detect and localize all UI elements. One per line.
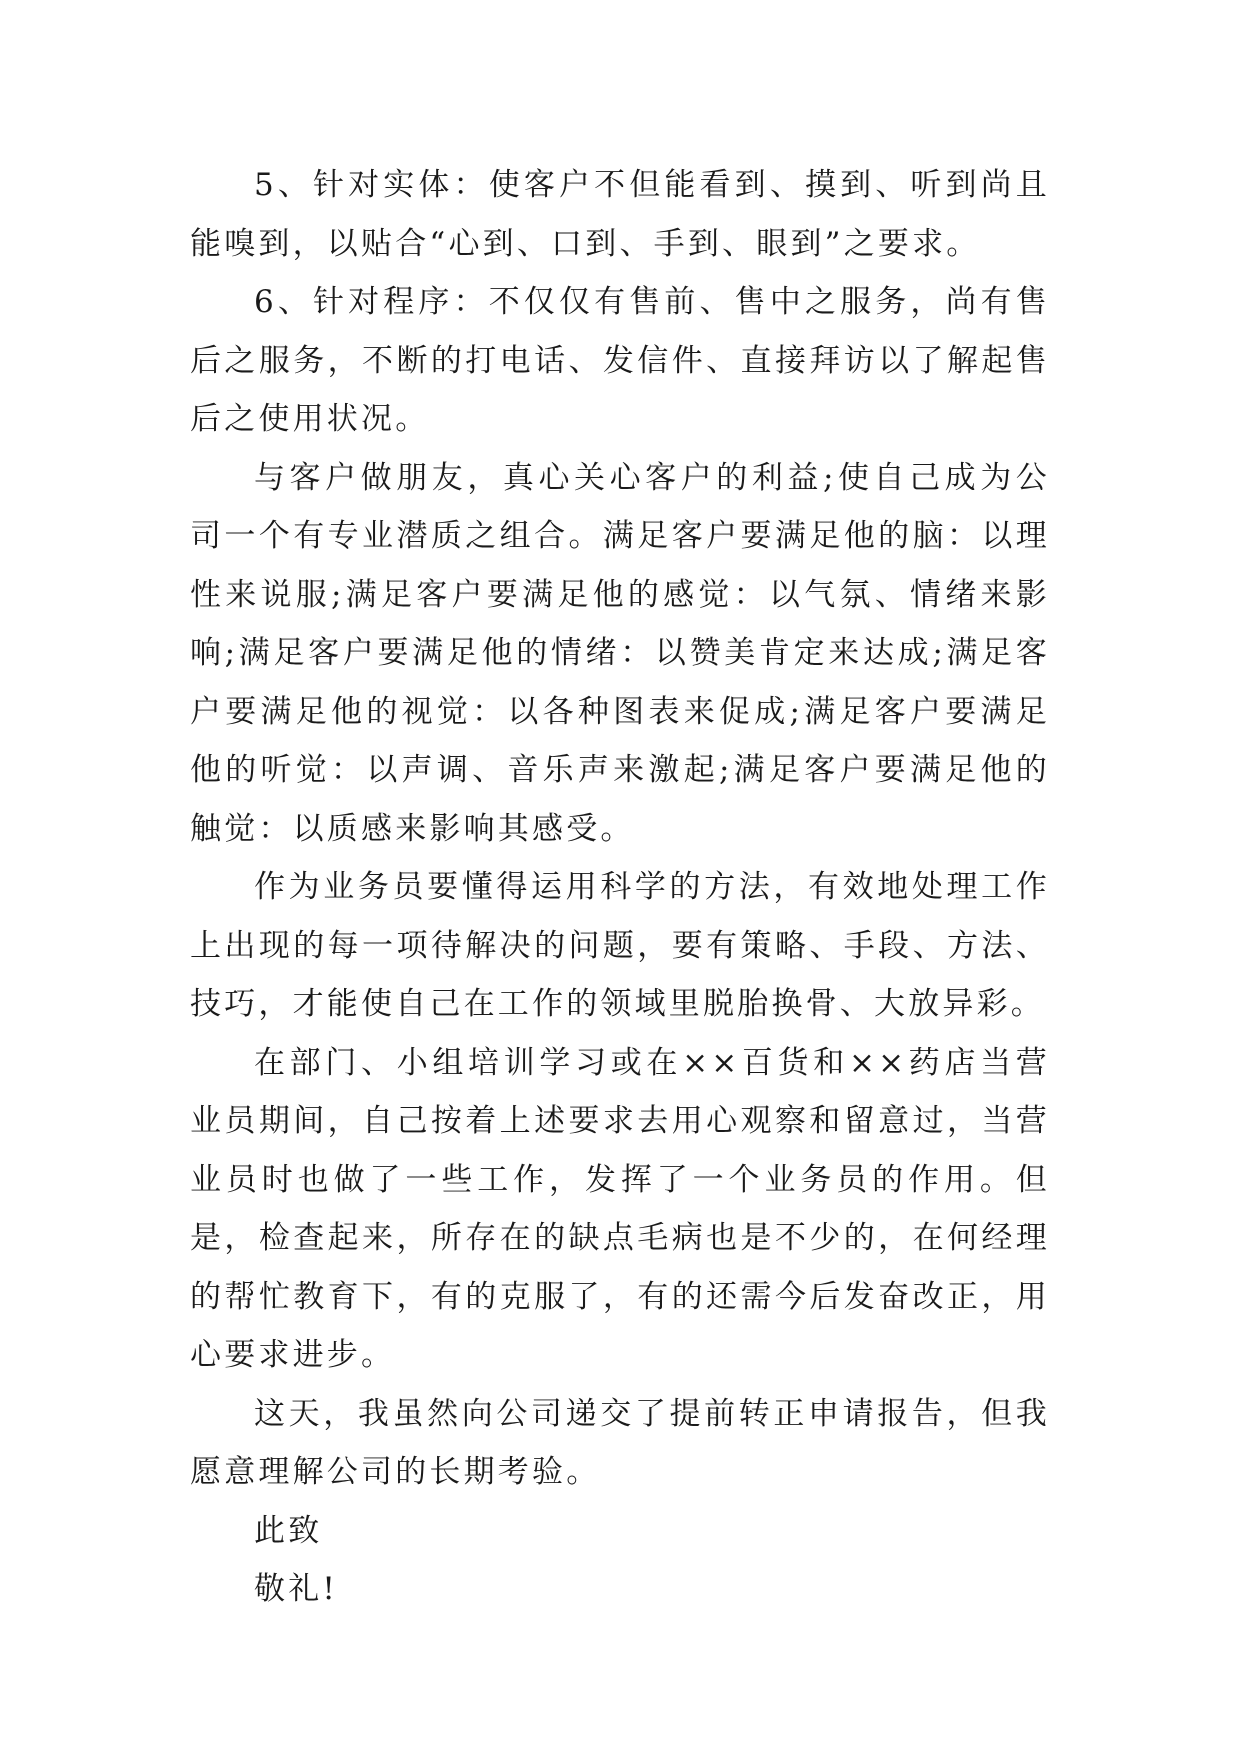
closing-salutation: 此致 bbox=[254, 1512, 323, 1549]
paragraph-application-statement: 这天，我虽然向公司递交了提前转正申请报告，但我愿意理解公司的长期考验。 bbox=[190, 1395, 1050, 1490]
closing-regards: 敬礼! bbox=[254, 1571, 339, 1607]
paragraph-process-targeting: 6、针对程序：不仅仅有售前、售中之服务，尚有售后之服务，不断的打电话、发信件、直接拜访以了解起售后之使用状况。 bbox=[190, 284, 1050, 437]
paragraph-work-experience: 在部门、小组培训学习或在××百货和××药店当营业员期间，自己按着上述要求去用心观察和留意过，当营业员时也做了一些工作，发挥了一个业务员的作用。但是，检查起来，所存在的缺点毛病也是不少的，在何经理的帮忙教育下，有的克服了，有的还需今后发奋改正，用心要求进步。 bbox=[190, 1044, 1050, 1373]
paragraph-physical-targeting: 5、针对实体：使客户不但能看到、摸到、听到尚且能嗅到，以贴合“心到、口到、手到、眼到”之要求。 bbox=[190, 167, 1050, 262]
paragraph-customer-friendship: 与客户做朋友，真心关心客户的利益;使自己成为公司一个有专业潜质之组合。满足客户要满足他的脑：以理性来说服;满足客户要满足他的感觉：以气氛、情绪来影响;满足客户要满足他的情绪：以赞美肯定来达成;满足客户要满足他的视觉：以各种图表来促成;满足客户要满足他的听觉：以声调、音乐声来激起;满足客户要满足他的触觉：以质感来影响其感受。 bbox=[190, 459, 1050, 847]
document-body bbox=[190, 156, 1050, 1619]
paragraph-scientific-methods: 作为业务员要懂得运用科学的方法，有效地处理工作上出现的每一项待解决的问题，要有策略、手段、方法、技巧，才能使自己在工作的领域里脱胎换骨、大放异彩。 bbox=[190, 869, 1050, 1022]
